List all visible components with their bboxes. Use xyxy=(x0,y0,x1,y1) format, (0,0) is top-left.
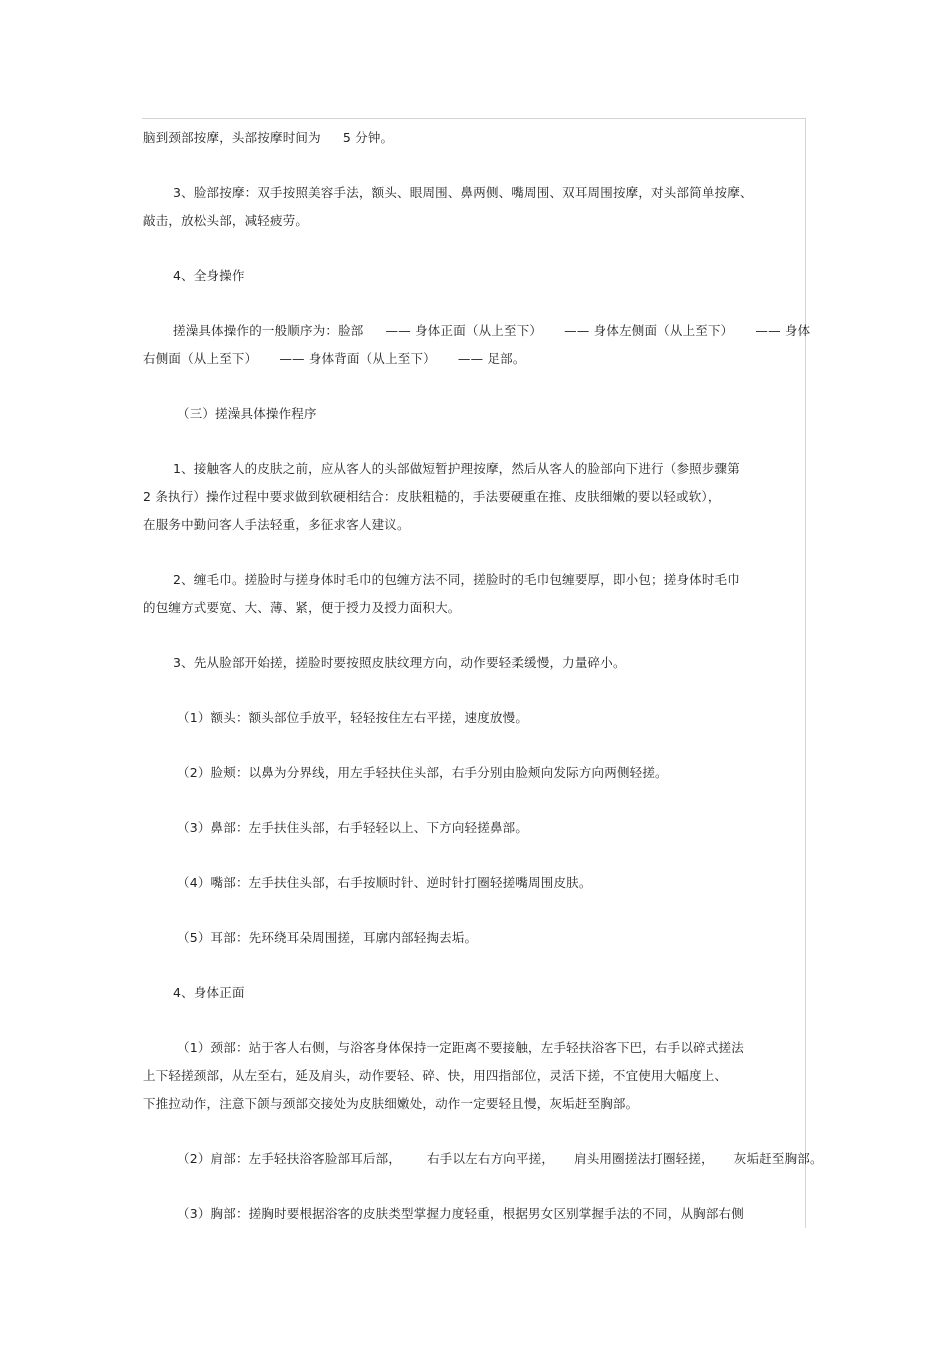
document-body xyxy=(143,124,823,1228)
paragraph-line: 2 条执行）操作过程中要求做到软硬相结合：皮肤粗糙的，手法要硬重在推、皮肤细嫩的要以轻或软）， xyxy=(143,489,721,504)
paragraph-line: 右侧面（从上至下） —— 身体背面（从上至下） —— 足部。 xyxy=(143,351,526,366)
list-item: （4）嘴部：左手扶住头部，右手按顺时针、逆时针打圈轻搓嘴周围皮肤。 xyxy=(177,875,592,890)
paragraph-line: 的包缠方式要宽、大、薄、紧，便于授力及授力面积大。 xyxy=(143,600,461,615)
paragraph-line: 下推拉动作，注意下颌与颈部交接处为皮肤细嫩处，动作一定要轻且慢，灰垢赶至胸部。 xyxy=(143,1096,639,1111)
list-item: （2）肩部：左手轻扶浴客脸部耳后部， 右手以左右方向平搓， 肩头用圈搓法打圈轻搓， 灰垢赶至胸部。 xyxy=(177,1151,823,1166)
list-item: （3）胸部：搓胸时要根据浴客的皮肤类型掌握力度轻重，根据男女区别掌握手法的不同，从胸部右侧 xyxy=(177,1206,744,1221)
section-heading: 4、身体正面 xyxy=(173,985,245,1000)
paragraph: 2、缠毛巾。搓脸时与搓身体时毛巾的包缠方法不同，搓脸时的毛巾包缠要厚，即小包；搓身体时毛巾 xyxy=(173,572,740,587)
section-heading: （三）搓澡具体操作程序 xyxy=(177,406,317,421)
paragraph-line: 敲击，放松头部，减轻疲劳。 xyxy=(143,213,309,228)
paragraph-line: 在服务中勤问客人手法轻重，多征求客人建议。 xyxy=(143,517,410,532)
paragraph: 1、接触客人的皮肤之前，应从客人的头部做短暂护理按摩，然后从客人的脸部向下进行（参照步骤第 xyxy=(173,461,740,476)
list-item: （1）额头：额头部位手放平，轻轻按住左右平搓，速度放慢。 xyxy=(177,710,529,725)
list-item: （1）颈部：站于客人右侧，与浴客身体保持一定距离不要接触，左手轻扶浴客下巴，右手以碎式搓法 xyxy=(177,1040,744,1055)
list-item: （2）脸颊：以鼻为分界线，用左手轻扶住头部，右手分别由脸颊向发际方向两侧轻搓。 xyxy=(177,765,668,780)
list-item: （5）耳部：先环绕耳朵周围搓，耳廓内部轻掏去垢。 xyxy=(177,930,478,945)
list-item: （3）鼻部：左手扶住头部，右手轻轻以上、下方向轻搓鼻部。 xyxy=(177,820,529,835)
paragraph: 3、先从脸部开始搓，搓脸时要按照皮肤纹理方向，动作要轻柔缓慢，力量碎小。 xyxy=(173,655,626,670)
paragraph: 3、脸部按摩：双手按照美容手法，额头、眼周围、鼻两侧、嘴周围、双耳周围按摩，对头部简单按摩、 xyxy=(173,185,753,200)
paragraph: 脑到颈部按摩，头部按摩时间为 5 分钟。 xyxy=(143,130,394,145)
paragraph: 搓澡具体操作的一般顺序为：脸部 —— 身体正面（从上至下） —— 身体左侧面（从上至下） —— 身体 xyxy=(173,323,811,338)
section-heading: 4、全身操作 xyxy=(173,268,245,283)
paragraph-line: 上下轻搓颈部，从左至右，延及肩头，动作要轻、碎、快，用四指部位，灵活下搓，不宜使用大幅度上、 xyxy=(143,1068,728,1083)
